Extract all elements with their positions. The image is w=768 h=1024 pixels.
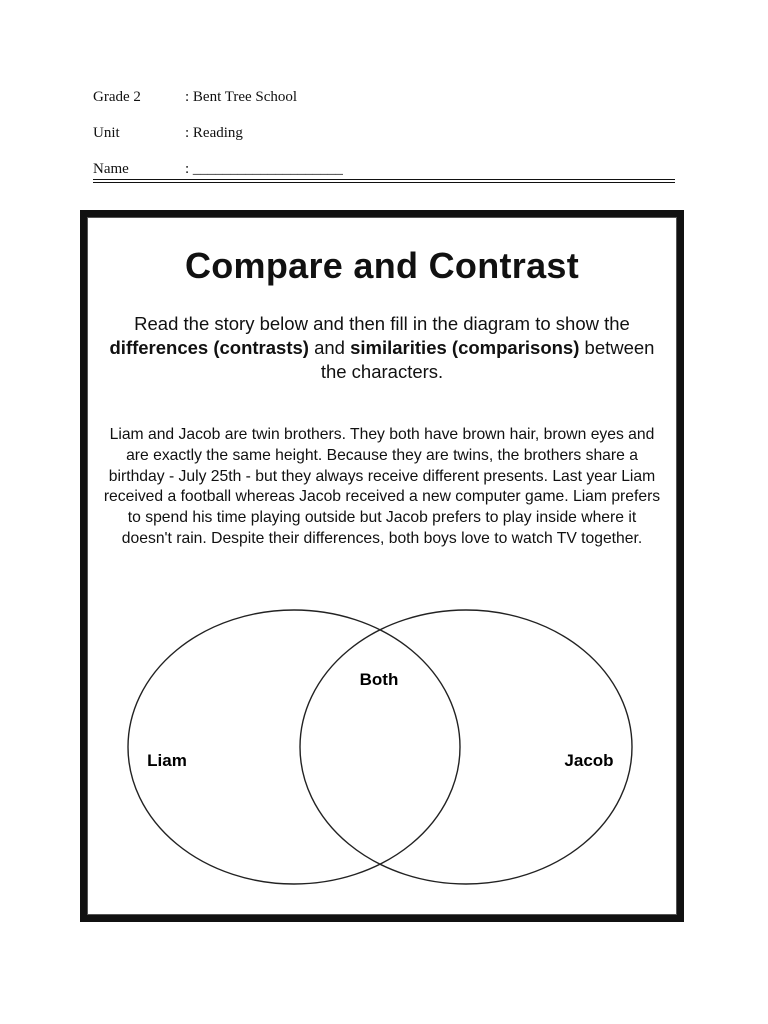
story-paragraph: Liam and Jacob are twin brothers. They both have brown hair, brown eyes and are exactly the same height. Because they are twins, the brothers share a birthday - July 25th - but they always receive different presents. Last year Liam received a football whereas Jacob received a new computer game. Liam prefers to spend his time playing outside but Jacob prefers to play inside where it doesn't rain. Despite their differences, both boys love to watch TV together. bbox=[103, 426, 661, 547]
instructions-text-3: between the characters. bbox=[320, 337, 655, 382]
venn-circle-jacob[interactable] bbox=[300, 610, 632, 884]
header-divider bbox=[93, 179, 675, 183]
worksheet-title: Compare and Contrast bbox=[184, 245, 580, 286]
instructions-bold-similarities: similarities (comparisons) bbox=[350, 337, 580, 358]
unit-label: Unit bbox=[93, 125, 120, 141]
instructions-text-2: and bbox=[308, 337, 351, 358]
school-name: : Bent Tree School bbox=[185, 89, 298, 105]
name-label: Name bbox=[93, 161, 129, 177]
venn-label-jacob: Jacob bbox=[564, 751, 614, 770]
venn-label-both: Both bbox=[359, 670, 399, 689]
venn-diagram[interactable] bbox=[87, 217, 677, 915]
venn-circle-liam[interactable] bbox=[128, 610, 460, 884]
instructions-text-1: Read the story below and then fill in the diagram to show the bbox=[134, 313, 630, 334]
instructions-bold-differences: differences (contrasts) bbox=[109, 337, 309, 358]
unit-value: : Reading bbox=[185, 125, 243, 141]
name-field[interactable]: : ____________________ bbox=[185, 161, 343, 177]
venn-label-liam: Liam bbox=[147, 751, 187, 770]
grade-label: Grade 2 bbox=[93, 89, 141, 105]
worksheet-panel bbox=[80, 210, 684, 922]
